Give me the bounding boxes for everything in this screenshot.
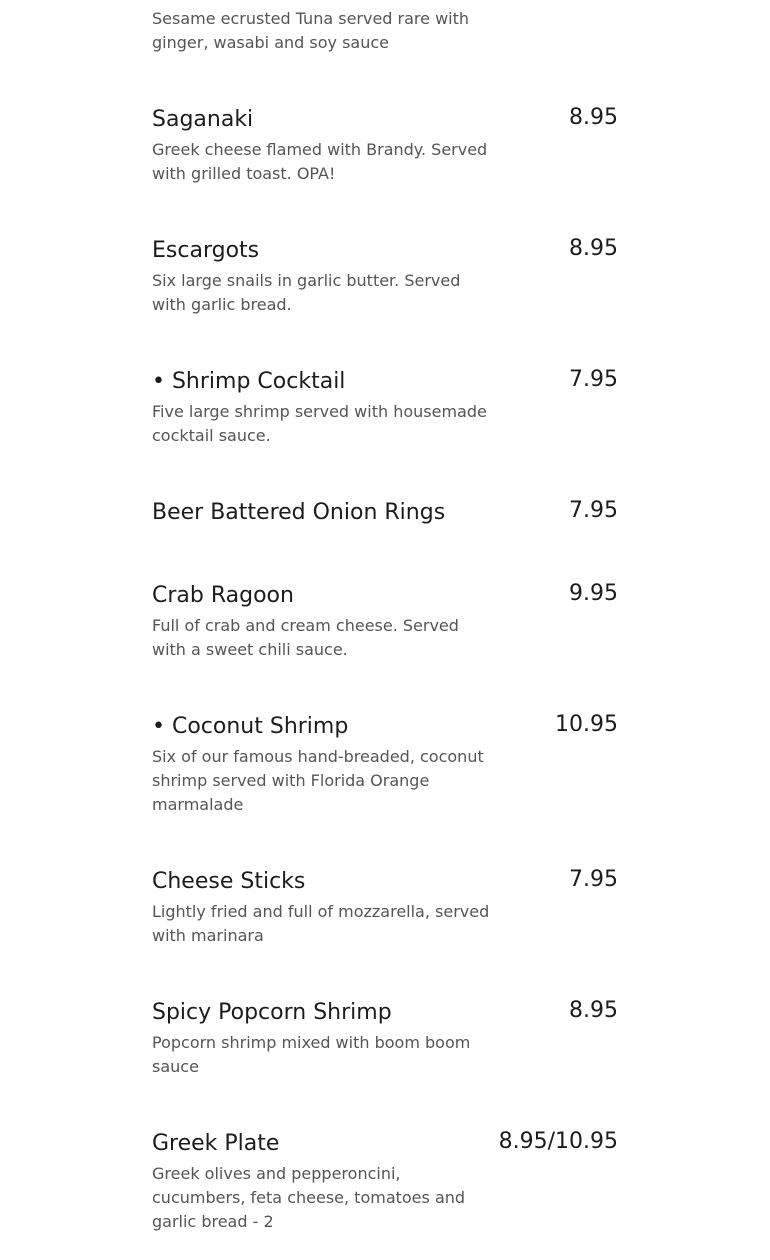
menu-item-name: Escargots bbox=[152, 238, 260, 263]
menu-item-price: 8.95 bbox=[569, 105, 618, 130]
appetizer-menu-list bbox=[152, 0, 618, 1260]
menu-item-price: 7.95 bbox=[569, 367, 618, 392]
menu-item bbox=[152, 998, 618, 1129]
menu-item-description: Popcorn shrimp mixed with boom boom sauce bbox=[152, 1033, 471, 1076]
menu-item bbox=[152, 367, 618, 498]
menu-item-description: Six of our famous hand-breaded, coconut shrimp served with Florida Orange marmalade bbox=[152, 747, 484, 814]
menu-item bbox=[152, 498, 618, 581]
menu-item-description: Greek cheese flamed with Brandy. Served with grilled toast. OPA! bbox=[152, 140, 488, 183]
menu-item-description: Six large snails in garlic butter. Served with garlic bread. bbox=[152, 271, 461, 314]
menu-item bbox=[152, 105, 618, 236]
menu-item-price bbox=[555, 0, 618, 2]
menu-item-description: Full of crab and cream cheese. Served with a sweet chili sauce. bbox=[152, 616, 459, 659]
menu-item-price: 8.95/10.95 bbox=[498, 1129, 618, 1154]
menu-item bbox=[152, 0, 618, 105]
menu-item bbox=[152, 236, 618, 367]
menu-item-price: 7.95 bbox=[569, 498, 618, 523]
menu-item bbox=[152, 867, 618, 998]
menu-item-price: 8.95 bbox=[569, 998, 618, 1023]
menu-item-name: Greek Plate bbox=[152, 1131, 280, 1156]
menu-item-description: Lightly fried and full of mozzarella, served with marinara bbox=[152, 902, 490, 945]
menu-item-name: • Shrimp Cocktail bbox=[152, 369, 346, 394]
menu-item-price: 7.95 bbox=[569, 867, 618, 892]
menu-item-name: Cheese Sticks bbox=[152, 869, 306, 894]
menu-item-name bbox=[152, 0, 492, 4]
menu-item-name: Crab Ragoon bbox=[152, 583, 294, 608]
menu-item bbox=[152, 1129, 618, 1260]
menu-item-name: Spicy Popcorn Shrimp bbox=[152, 1000, 392, 1025]
menu-item-price: 10.95 bbox=[555, 712, 618, 737]
menu-item-description: Sesame ecrusted Tuna served rare with ginger, wasabi and soy sauce bbox=[152, 9, 470, 52]
menu-item bbox=[152, 581, 618, 712]
menu-item-name: • Coconut Shrimp bbox=[152, 714, 349, 739]
menu-item-description: Five large shrimp served with housemade cocktail sauce. bbox=[152, 402, 487, 445]
menu-item-price: 8.95 bbox=[569, 236, 618, 261]
menu-item bbox=[152, 712, 618, 867]
menu-item-name: Beer Battered Onion Rings bbox=[152, 500, 446, 525]
menu-item-description: Greek olives and pepperoncini, cucumbers, feta cheese, tomatoes and garlic bread - 2 bbox=[152, 1164, 466, 1231]
menu-item-name: Saganaki bbox=[152, 107, 254, 132]
menu-item-price: 9.95 bbox=[569, 581, 618, 606]
